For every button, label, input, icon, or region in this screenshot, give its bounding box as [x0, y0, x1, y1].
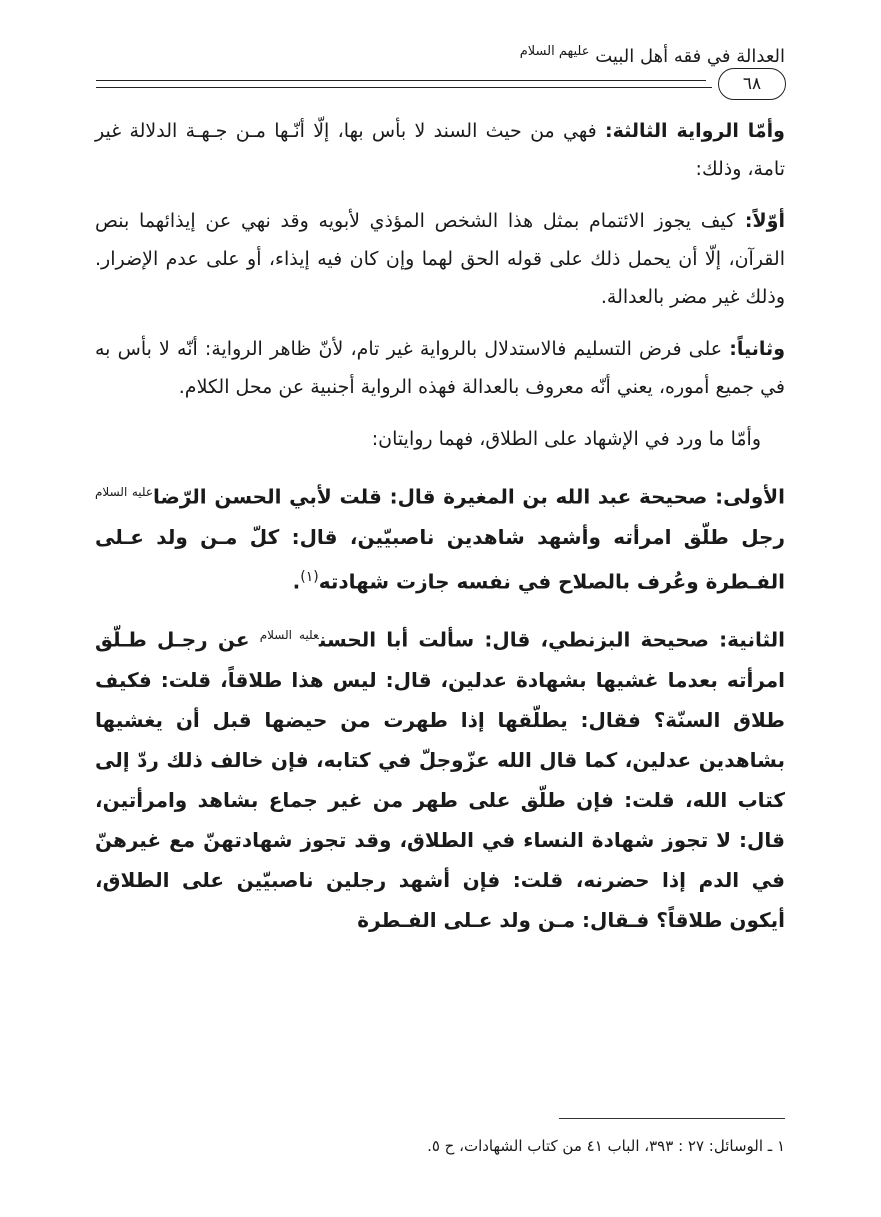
header-rule-top — [96, 80, 706, 81]
paragraph-first-narration — [95, 472, 785, 601]
paragraph-text: على فرض التسليم فالاستدلال بالرواية غير تام، لأنّ ظاهر الرواية: أنّه لا بأس به في جميع أموره، يعني أنّه معروف بالعدالة فهذه الرواية أجنبية عن محل الكلام. — [95, 338, 785, 398]
footnote: ١ ـ الوسائل: ٢٧ : ٣٩٣، الباب ٤١ من كتاب الشهادات، ح ٥. — [427, 1137, 785, 1155]
paragraph-text: صحيحة عبد الله بن المغيرة قال: قلت لأبي الحسن الرّضا — [153, 484, 716, 509]
honorific-symbol: عليه السلام — [259, 628, 319, 643]
paragraph-lead: وأمّا الرواية الثالثة: — [605, 120, 785, 142]
footnote-separator — [559, 1118, 785, 1119]
paragraph-divorce-intro — [95, 420, 785, 458]
honorific-symbol: عليهم السلام — [519, 44, 590, 59]
paragraph-text: رجل طلّق امرأته وأشهد شاهدين ناصبيّين، قال: كلّ مـن ولد عـلى الفـطرة وعُرف بالصلاح في نفسه جازت شهادته — [95, 524, 785, 594]
paragraph-second-point — [95, 330, 785, 406]
paragraph-text: وأمّا ما ورد في الإشهاد على الطلاق، فهما روايتان: — [371, 428, 761, 450]
paragraph-lead: الأولى: — [715, 484, 785, 509]
footnote-reference[interactable]: (١) — [300, 568, 319, 585]
paragraph-lead: الثانية: — [719, 627, 785, 652]
paragraph-lead: أوّلاً: — [744, 210, 785, 232]
paragraph-first-point — [95, 202, 785, 316]
honorific-symbol: عليه السلام — [95, 485, 154, 499]
paragraph-text: صحيحة البزنطي، قال: سألت أبا الحسن — [318, 627, 720, 652]
page-number: ٦٨ — [718, 68, 786, 100]
running-title — [520, 40, 785, 69]
paragraph-lead: وثانياً: — [729, 338, 785, 360]
paragraph-text: كيف يجوز الائتمام بمثل هذا الشخص المؤذي لأبويه وقد نهي عن إيذائهما بنص القرآن، إلّا أن يحمل ذلك على قوله الحق لهما وإن كان فيه إيذاء، أو على عدم الإضرار. وذلك غير مضر بالعدالة. — [95, 210, 785, 308]
paragraph-third-narration — [95, 112, 785, 188]
paragraph-text: فهي من حيث السند لا بأس بها، إلّا أنّـها مـن جـهـة الدلالة غير تامة، وذلك: — [95, 120, 785, 180]
main-text — [95, 112, 785, 940]
running-title-text: العدالة في فقه أهل البيت — [595, 46, 785, 67]
paragraph-second-narration — [95, 615, 785, 940]
paragraph-text: . — [292, 569, 301, 594]
header-rule-bottom — [96, 87, 712, 88]
paragraph-text: عن رجـل طـلّق امرأته بعدما غشيها بشهادة عدلين، قال: ليس هذا طلاقاً، قلت: فكيف طلاق السنّة؟ فقال: يطلّقها إذا طهرت من حيضها قبل أن يغشيها بشاهدين عدلين، كما قال الله عزّوجلّ في كتابه، فإن خالف ذلك ردّ إلى كتاب الله، قلت: فإن طلّق على طهر من غير جماع بشاهد وامرأتين، قال: لا تجوز شهادة النساء في الطلاق، وقد تجوز شهادتهنّ مع غيرهنّ في الدم إذا حضرنه، قلت: فإن أشهد رجلين ناصبيّين على الطلاق، أيكون طلاقاً؟ فـقال: مـن ولد عـلى الفـطرة — [95, 627, 785, 932]
